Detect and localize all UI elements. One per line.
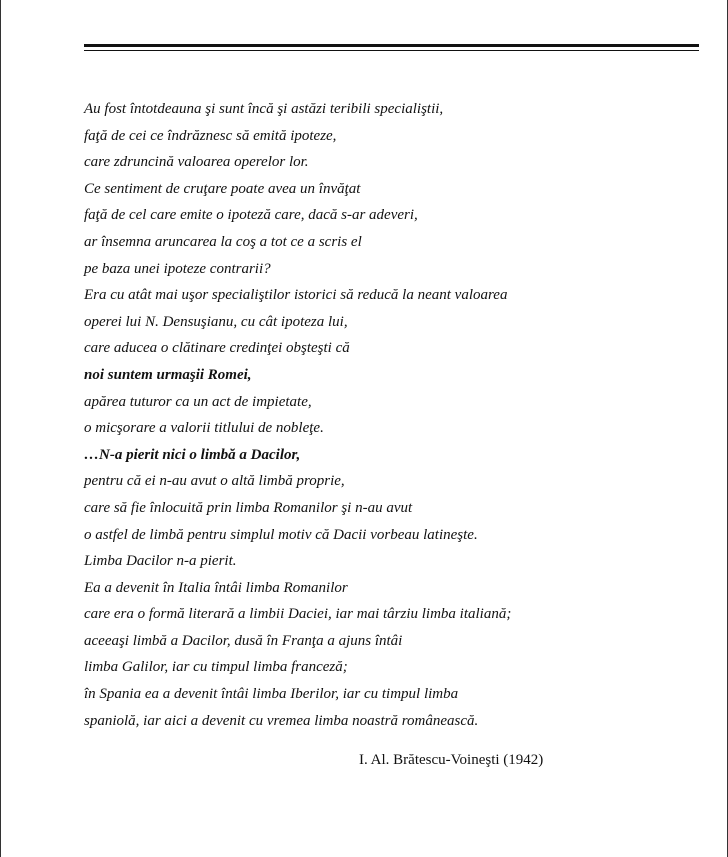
quote-line: ar însemna aruncarea la coş a tot ce a scris el: [84, 233, 362, 250]
header-rule-thin: [84, 50, 699, 51]
quote-line: pentru că ei n-au avut o altă limbă proprie,: [84, 473, 345, 490]
quote-line: faţă de cei ce îndrăznesc să emită ipoteze,: [84, 127, 337, 144]
quote-line: limba Galilor, iar cu timpul limba franceză;: [84, 659, 348, 676]
quote-line: o astfel de limbă pentru simplul motiv că Dacii vorbeau latineşte.: [84, 526, 478, 543]
quote-text-block: [84, 96, 704, 734]
header-rule-thick: [84, 44, 699, 47]
quote-line: care să fie înlocuită prin limba Romanilor şi n-au avut: [84, 499, 413, 516]
quote-line: o micşorare a valorii titlului de nobleţe.: [84, 420, 324, 437]
quote-line: care zdruncină valoarea operelor lor.: [84, 154, 309, 171]
quote-line: operei lui N. Densuşianu, cu cât ipoteza lui,: [84, 313, 348, 330]
quote-line-emphasized: …N-a pierit nici o limbă a Dacilor,: [84, 446, 301, 463]
quote-line: Limba Dacilor n-a pierit.: [84, 553, 237, 570]
quote-line: Au fost întotdeauna şi sunt încă şi astăzi teribili specialiştii,: [84, 101, 444, 117]
page-left-edge: [0, 0, 1, 857]
quote-line: care era o formă literară a limbii Daciei, iar mai târziu limba italiană;: [84, 606, 512, 623]
quote-line-emphasized: noi suntem urmaşii Romei,: [84, 366, 252, 383]
quote-line: apărea tuturor ca un act de impietate,: [84, 393, 312, 410]
quote-line: pe baza unei ipoteze contrarii?: [84, 260, 271, 277]
quote-line: aceeaşi limbă a Dacilor, dusă în Franţa a ajuns întâi: [84, 632, 403, 649]
quote-line: Ea a devenit în Italia întâi limba Romanilor: [84, 579, 348, 596]
quote-line: în Spania ea a devenit întâi limba Iberilor, iar cu timpul limba: [84, 686, 459, 703]
quote-line: spaniolă, iar aici a devenit cu vremea limba noastră românească.: [84, 712, 479, 729]
quote-line: Era cu atât mai uşor specialiştilor istorici să reducă la neant valoarea: [84, 287, 508, 304]
quote-line: Ce sentiment de cruţare poate avea un învăţat: [84, 180, 361, 197]
quote-line: faţă de cel care emite o ipoteză care, dacă s-ar adeveri,: [84, 207, 418, 224]
quote-attribution: I. Al. Brătescu-Voineşti (1942): [359, 752, 544, 768]
quote-line: care aducea o clătinare credinţei obşteşti că: [84, 340, 350, 357]
